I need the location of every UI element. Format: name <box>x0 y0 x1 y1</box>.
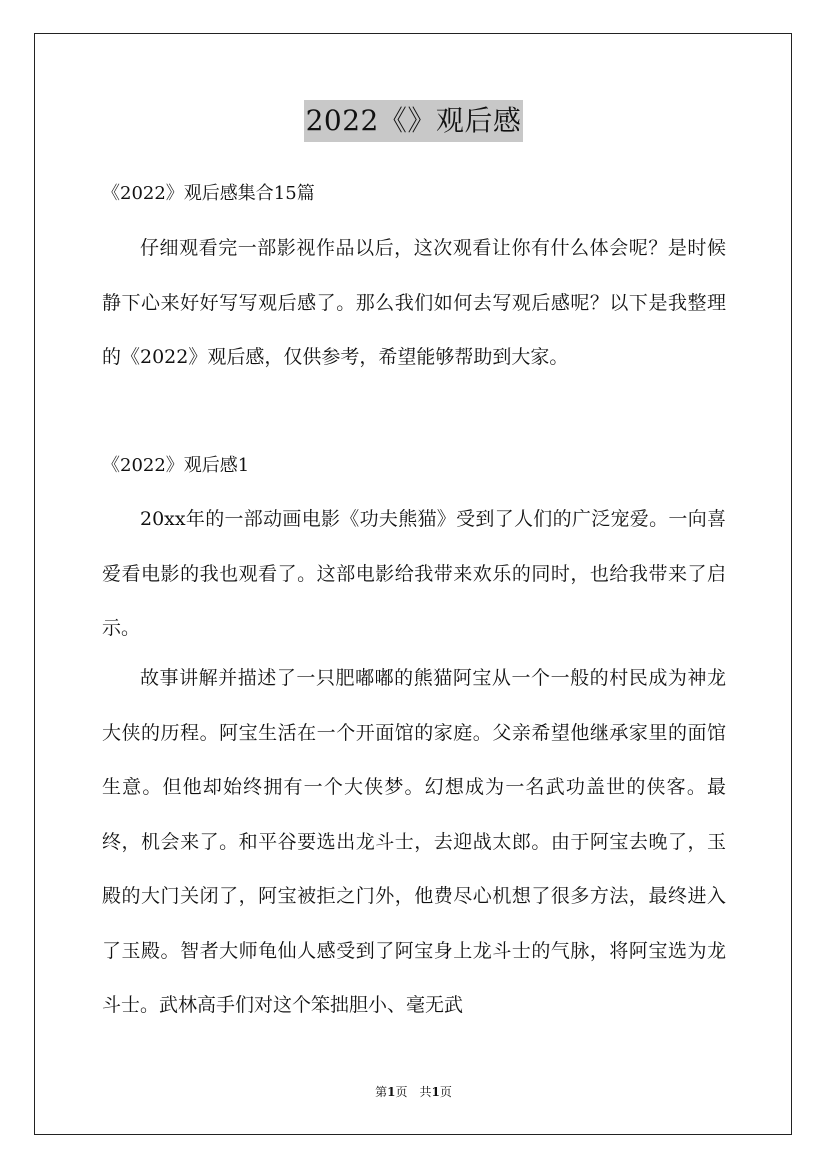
page-footer <box>0 1084 827 1100</box>
footer-mid: 页 共 <box>395 1085 432 1099</box>
document-title: 2022《》观后感 <box>304 100 524 142</box>
section-heading: 《2022》观后感1 <box>102 455 250 476</box>
body-paragraph-2: 故事讲解并描述了一只肥嘟嘟的熊猫阿宝从一个一般的村民成为神龙大侠的历程。阿宝生活在一个开面馆的家庭。父亲希望他继承家里的面馆生意。但他却始终拥有一个大侠梦。幻想成为一名武功盖世的侠客。最终，机会来了。和平谷要选出龙斗士，去迎战太郎。由于阿宝去晚了，玉殿的大门关闭了，阿宝被拒之门外，他费尽心机想了很多方法，最终进入了玉殿。智者大师龟仙人感受到了阿宝身上龙斗士的气脉，将阿宝选为龙斗士。武林高手们对这个笨拙胆小、毫无武 <box>102 667 726 1016</box>
footer-page-number: 1 <box>387 1085 396 1099</box>
body-paragraph-1: 20xx年的一部动画电影《功夫熊猫》受到了人们的广泛宠爱。一向喜爱看电影的我也观看了。这部电影给我带来欢乐的同时，也给我带来了启示。 <box>102 508 726 639</box>
intro-paragraph: 仔细观看完一部影视作品以后，这次观看让你有什么体会呢？是时候静下心来好好写写观后感了。那么我们如何去写观后感呢？以下是我整理的《2022》观后感，仅供参考，希望能够帮助到大家。 <box>102 237 726 368</box>
document-subtitle: 《2022》观后感集合15篇 <box>102 183 315 204</box>
footer-suffix: 页 <box>439 1085 452 1099</box>
footer-page-total: 1 <box>431 1085 440 1099</box>
title-wrap <box>0 100 827 142</box>
footer-prefix: 第 <box>375 1085 388 1099</box>
